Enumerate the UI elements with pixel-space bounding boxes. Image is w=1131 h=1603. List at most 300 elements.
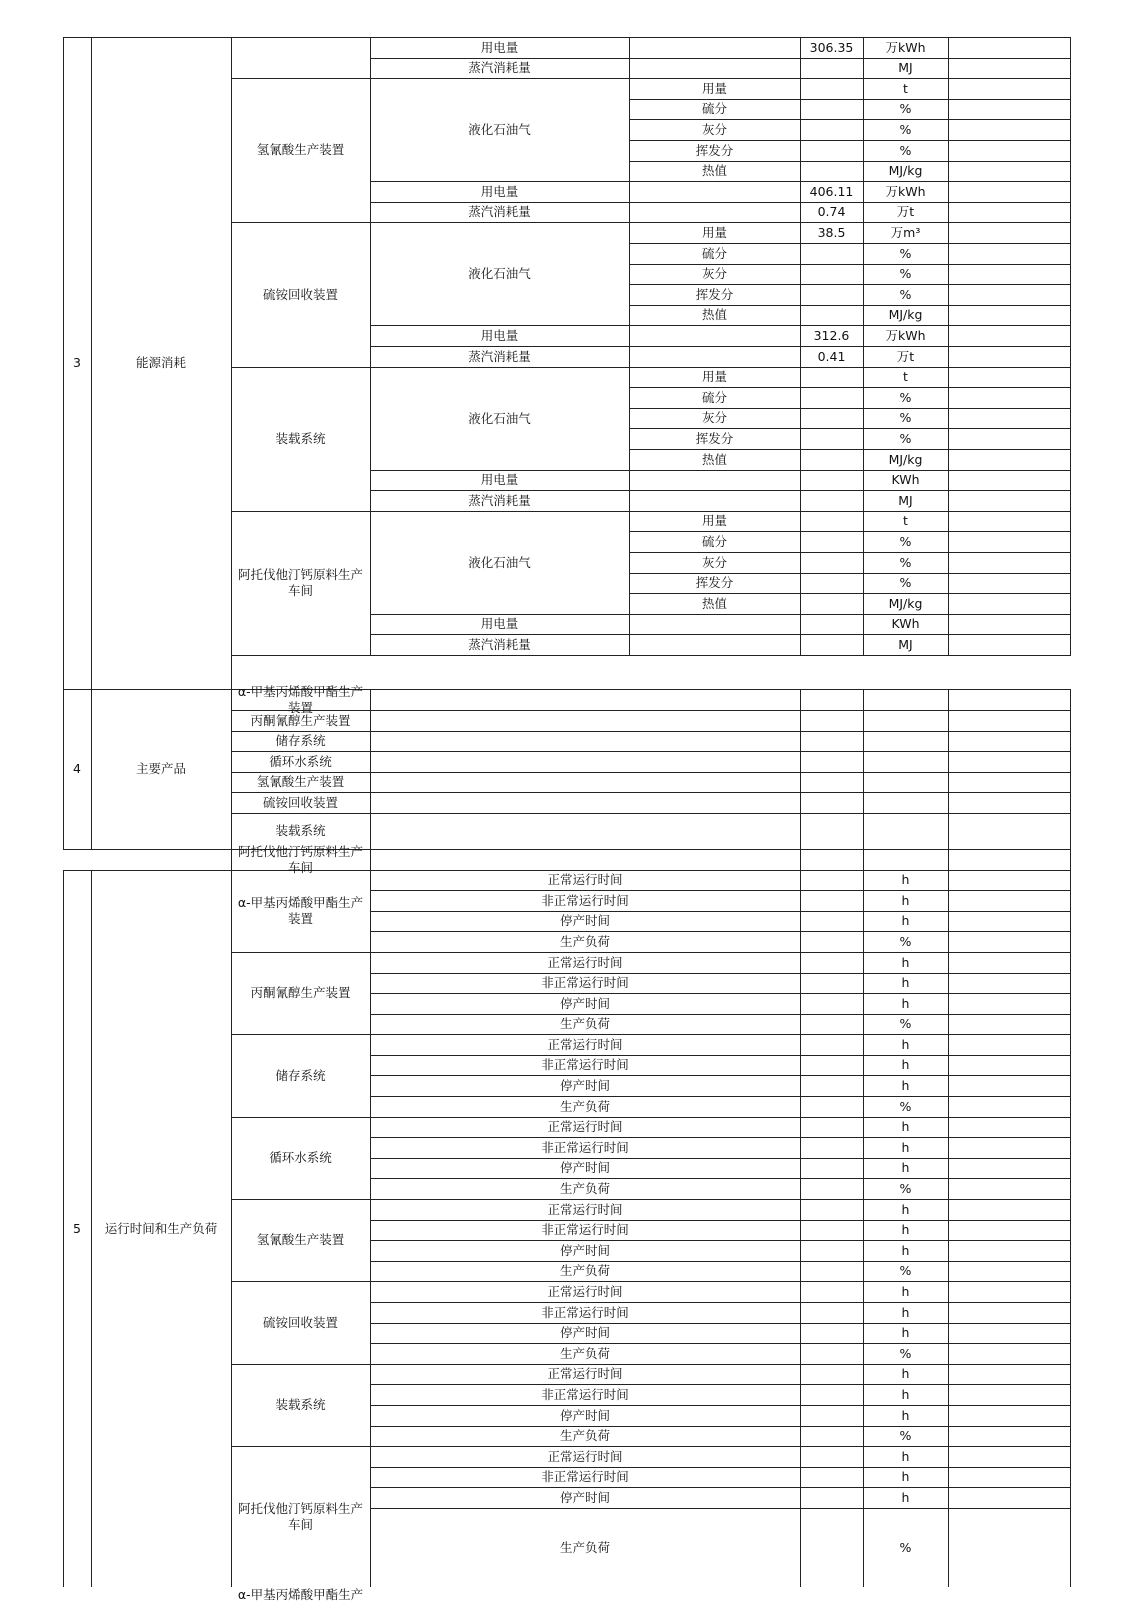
- cell-border: [630, 38, 801, 59]
- cell-border: [949, 326, 1071, 347]
- value-cell: 312.6: [813, 327, 850, 343]
- unit-name: 装载系统: [275, 823, 326, 838]
- time-item-label: 生产负荷: [559, 1539, 610, 1555]
- cell-border: [864, 711, 949, 732]
- unit-cell: %: [899, 430, 912, 446]
- cell-border: [949, 1509, 1071, 1588]
- cell-border: [949, 793, 1071, 814]
- cell-border: [949, 994, 1071, 1015]
- unit-name: 硫铵回收装置: [262, 794, 338, 810]
- cell-border: [801, 368, 864, 388]
- cell-border: [801, 615, 864, 635]
- cell-border: [801, 850, 864, 871]
- cell-border: [864, 752, 949, 773]
- time-item-label: 生产负荷: [559, 1263, 610, 1278]
- unit-cell: %: [899, 245, 912, 261]
- cell-border: [371, 793, 801, 814]
- cell-border: [801, 793, 864, 814]
- cell-border: [801, 1385, 864, 1406]
- unit-name: 硫铵回收装置: [262, 1314, 338, 1330]
- time-item-label: 正常运行时间: [547, 1201, 623, 1217]
- unit-cell: h: [901, 954, 910, 970]
- unit-cell: %: [899, 1539, 912, 1555]
- cell-border: [949, 1324, 1071, 1344]
- cell-border: [630, 347, 801, 368]
- unit-cell: %: [899, 101, 912, 116]
- cell-border: [949, 38, 1071, 59]
- unit-cell: t: [903, 513, 908, 528]
- cell-border: [949, 1406, 1071, 1427]
- cell-border: [949, 594, 1071, 615]
- fuel-property-label: 硫分: [701, 101, 727, 116]
- cell-border: [949, 120, 1071, 141]
- fuel-property-label: 灰分: [701, 410, 727, 425]
- cell-border: [949, 732, 1071, 752]
- time-item-label: 非正常运行时间: [541, 1469, 629, 1484]
- cell-border: [949, 491, 1071, 512]
- cell-border: [949, 974, 1071, 994]
- value-cell: 306.35: [809, 39, 854, 55]
- unit-cell: MJ/kg: [888, 595, 923, 611]
- cell-border: [801, 429, 864, 450]
- time-item-label: 生产负荷: [559, 1345, 610, 1361]
- item-label: 蒸汽消耗量: [468, 492, 531, 508]
- fuel-property-label: 热值: [701, 163, 727, 178]
- time-item-label: 正常运行时间: [547, 1036, 623, 1052]
- unit-name: 储存系统: [275, 1067, 326, 1083]
- cell-border: [801, 409, 864, 429]
- unit-name: 阿托伐他汀钙原料生产 车间: [237, 567, 363, 598]
- unit-cell: 万t: [896, 204, 915, 219]
- cell-border: [949, 932, 1071, 953]
- cell-border: [801, 1427, 864, 1447]
- cell-border: [801, 752, 864, 773]
- unit-cell: %: [899, 933, 912, 949]
- cell-border: [949, 162, 1071, 182]
- time-item-label: 非正常运行时间: [541, 1386, 629, 1402]
- cell-border: [949, 512, 1071, 532]
- time-item-label: 停产时间: [559, 1242, 610, 1258]
- cell-border: [864, 850, 949, 871]
- cell-border: [801, 891, 864, 912]
- cell-border: [949, 773, 1071, 793]
- cell-border: [801, 1365, 864, 1385]
- item-label: 用电量: [480, 183, 519, 199]
- time-item-label: 停产时间: [559, 1407, 610, 1423]
- data-table: [63, 37, 1097, 1602]
- cell-border: [801, 1262, 864, 1282]
- cell-border: [801, 1406, 864, 1427]
- cell-border: [949, 1015, 1071, 1035]
- unit-cell: h: [901, 1077, 910, 1093]
- fuel-property-label: 灰分: [701, 121, 727, 137]
- cell-border: [801, 711, 864, 732]
- item-label: 用电量: [480, 327, 519, 343]
- fuel-property-label: 灰分: [701, 554, 727, 570]
- cell-border: [801, 1179, 864, 1200]
- time-item-label: 生产负荷: [559, 1428, 610, 1443]
- unit-cell: h: [901, 1283, 910, 1299]
- time-item-label: 非正常运行时间: [541, 1222, 629, 1237]
- unit-name: 阿托伐他汀钙原料生产 车间: [237, 843, 363, 875]
- cell-border: [949, 814, 1071, 850]
- cell-border: [801, 1138, 864, 1159]
- cell-border: [801, 1241, 864, 1262]
- unit-name: 硫铵回收装置: [262, 286, 338, 302]
- unit-cell: %: [899, 575, 912, 590]
- time-item-label: 非正常运行时间: [541, 1139, 629, 1155]
- cell-border: [949, 368, 1071, 388]
- unit-cell: h: [901, 1160, 910, 1175]
- unit-name: 氢氰酸生产装置: [256, 142, 345, 157]
- time-item-label: 非正常运行时间: [541, 1057, 629, 1072]
- unit-cell: KWh: [891, 616, 920, 631]
- cell-border: [801, 1488, 864, 1509]
- value-cell: 38.5: [817, 224, 846, 240]
- cell-border: [232, 38, 371, 79]
- time-item-label: 生产负荷: [559, 1098, 610, 1114]
- time-item-label: 正常运行时间: [547, 1366, 623, 1381]
- cell-border: [949, 1076, 1071, 1097]
- unit-name: 丙酮氰醇生产装置: [250, 712, 351, 728]
- cell-border: [949, 752, 1071, 773]
- cell-border: [801, 1056, 864, 1076]
- unit-cell: h: [901, 1386, 910, 1402]
- cell-border: [949, 347, 1071, 368]
- unit-cell: h: [901, 1222, 910, 1237]
- unit-cell: %: [899, 121, 912, 137]
- cell-border: [864, 793, 949, 814]
- cell-border: [630, 182, 801, 203]
- section-category: 运行时间和生产负荷: [104, 1220, 218, 1236]
- item-label: 蒸汽消耗量: [468, 348, 531, 364]
- value-cell: 0.41: [817, 348, 846, 364]
- unit-cell: h: [901, 1366, 910, 1381]
- section-category: 能源消耗: [135, 355, 186, 370]
- unit-cell: %: [899, 266, 912, 281]
- fuel-label: 液化石油气: [468, 121, 531, 137]
- cell-border: [801, 1344, 864, 1365]
- fuel-label: 液化石油气: [468, 410, 531, 426]
- unit-cell: h: [901, 1201, 910, 1217]
- unit-cell: %: [899, 142, 912, 158]
- unit-cell: %: [899, 1016, 912, 1031]
- cell-border: [801, 773, 864, 793]
- time-item-label: 生产负荷: [559, 1016, 610, 1031]
- cell-border: [949, 285, 1071, 306]
- item-label: 用电量: [480, 39, 519, 55]
- cell-border: [949, 141, 1071, 162]
- cell-border: [949, 471, 1071, 491]
- cell-border: [949, 615, 1071, 635]
- fuel-property-label: 用量: [701, 513, 727, 528]
- cell-border: [801, 59, 864, 79]
- cell-border: [864, 690, 949, 711]
- cell-border: [630, 615, 801, 635]
- cell-border: [949, 1365, 1071, 1385]
- item-label: 用电量: [480, 472, 519, 487]
- cell-border: [801, 1159, 864, 1179]
- unit-name: 氢氰酸生产装置: [256, 774, 345, 789]
- cell-border: [801, 1509, 864, 1588]
- cell-border: [801, 491, 864, 512]
- time-item-label: 正常运行时间: [547, 1283, 623, 1299]
- cell-border: [630, 203, 801, 223]
- cell-border: [801, 994, 864, 1015]
- unit-cell: h: [901, 1489, 910, 1505]
- unit-cell: h: [901, 892, 910, 908]
- cell-border: [801, 912, 864, 932]
- cell-border: [949, 1385, 1071, 1406]
- unit-cell: h: [901, 1036, 910, 1052]
- cell-border: [801, 306, 864, 326]
- fuel-property-label: 热值: [701, 451, 727, 467]
- unit-cell: MJ: [898, 60, 913, 75]
- unit-name: 循环水系统: [269, 753, 332, 769]
- fuel-property-label: 硫分: [701, 389, 727, 405]
- cell-border: [949, 871, 1071, 891]
- cell-border: [949, 1221, 1071, 1241]
- time-item-label: 停产时间: [559, 1160, 610, 1175]
- cell-border: [801, 285, 864, 306]
- unit-cell: h: [901, 1119, 910, 1134]
- cell-border: [801, 1015, 864, 1035]
- cell-border: [949, 574, 1071, 594]
- cell-border: [371, 850, 801, 871]
- value-cell: 406.11: [809, 183, 854, 199]
- cell-border: [949, 711, 1071, 732]
- unit-cell: %: [899, 533, 912, 549]
- fuel-property-label: 挥发分: [695, 142, 734, 158]
- cell-border: [801, 1097, 864, 1118]
- unit-cell: h: [901, 1325, 910, 1340]
- unit-cell: h: [901, 1448, 910, 1464]
- cell-border: [949, 891, 1071, 912]
- cell-border: [949, 1097, 1071, 1118]
- cell-border: [371, 690, 801, 711]
- unit-cell: h: [901, 1407, 910, 1423]
- cell-border: [949, 1138, 1071, 1159]
- unit-cell: MJ/kg: [888, 451, 923, 467]
- fuel-property-label: 挥发分: [695, 286, 734, 302]
- unit-cell: %: [899, 1098, 912, 1114]
- fuel-property-label: 用量: [701, 80, 727, 96]
- cell-border: [949, 1262, 1071, 1282]
- cell-border: [801, 553, 864, 574]
- unit-cell: t: [903, 80, 908, 96]
- cell-border: [949, 1179, 1071, 1200]
- cell-border: [949, 1468, 1071, 1488]
- unit-name: α-甲基丙烯酸甲酯生产 装置: [237, 895, 364, 926]
- cell-border: [949, 953, 1071, 974]
- time-item-label: 停产时间: [559, 1489, 610, 1505]
- cell-border: [371, 773, 801, 793]
- fuel-property-label: 硫分: [701, 245, 727, 261]
- cell-border: [801, 1447, 864, 1468]
- cell-border: [801, 1303, 864, 1324]
- cell-border: [801, 1221, 864, 1241]
- cell-border: [949, 244, 1071, 265]
- unit-cell: 万t: [896, 348, 915, 364]
- cell-border: [949, 388, 1071, 409]
- cell-border: [949, 532, 1071, 553]
- fuel-property-label: 用量: [701, 224, 727, 240]
- unit-name: 丙酮氰醇生产装置: [250, 985, 351, 1000]
- fuel-property-label: 用量: [701, 369, 727, 384]
- cell-border: [801, 1200, 864, 1221]
- cell-border: [949, 1344, 1071, 1365]
- cell-border: [949, 223, 1071, 244]
- unit-cell: MJ: [898, 492, 913, 508]
- cell-border: [801, 471, 864, 491]
- time-item-label: 非正常运行时间: [541, 975, 629, 990]
- cell-border: [801, 932, 864, 953]
- cell-border: [949, 59, 1071, 79]
- unit-cell: 万m³: [890, 224, 921, 240]
- cell-border: [801, 141, 864, 162]
- time-item-label: 正常运行时间: [547, 1119, 623, 1134]
- cell-border: [371, 752, 801, 773]
- unit-cell: h: [901, 1304, 910, 1320]
- cell-border: [801, 532, 864, 553]
- time-item-label: 停产时间: [559, 1077, 610, 1093]
- time-item-label: 非正常运行时间: [541, 1304, 629, 1320]
- cell-border: [949, 265, 1071, 285]
- section-number: 5: [73, 1220, 81, 1236]
- item-label: 用电量: [480, 616, 519, 631]
- cell-border: [801, 388, 864, 409]
- unit-cell: %: [899, 389, 912, 405]
- item-label: 蒸汽消耗量: [468, 636, 531, 652]
- unit-name: 阿托伐他汀钙原料生产 车间: [237, 1500, 363, 1532]
- cell-border: [801, 690, 864, 711]
- unit-cell: %: [899, 1345, 912, 1361]
- cell-border: [801, 162, 864, 182]
- unit-cell: %: [899, 410, 912, 425]
- cell-border: [949, 182, 1071, 203]
- section-number: 4: [73, 761, 81, 776]
- cell-border: [949, 553, 1071, 574]
- unit-cell: h: [901, 1057, 910, 1072]
- unit-name: 储存系统: [275, 733, 326, 748]
- fuel-property-label: 热值: [701, 595, 727, 611]
- cell-border: [864, 814, 949, 850]
- unit-cell: h: [901, 872, 910, 887]
- cell-border: [801, 450, 864, 471]
- unit-cell: 万kWh: [885, 39, 926, 55]
- cell-border: [801, 974, 864, 994]
- cell-border: [949, 203, 1071, 223]
- cell-border: [801, 732, 864, 752]
- unit-name: 氢氰酸生产装置: [256, 1232, 345, 1247]
- fuel-property-label: 热值: [701, 307, 727, 322]
- time-item-label: 正常运行时间: [547, 954, 623, 970]
- cell-border: [864, 773, 949, 793]
- time-item-label: 非正常运行时间: [541, 892, 629, 908]
- time-item-label: 生产负荷: [559, 933, 610, 949]
- cell-border: [801, 79, 864, 100]
- section-number: 3: [73, 355, 81, 370]
- time-item-label: 停产时间: [559, 1325, 610, 1340]
- cell-border: [949, 100, 1071, 120]
- unit-cell: h: [901, 1242, 910, 1258]
- cell-border: [801, 1282, 864, 1303]
- fuel-property-label: 挥发分: [695, 575, 734, 590]
- cell-border: [949, 1200, 1071, 1221]
- cell-border: [949, 409, 1071, 429]
- cell-border: [949, 429, 1071, 450]
- cell-border: [949, 79, 1071, 100]
- time-item-label: 生产负荷: [559, 1180, 610, 1196]
- unit-cell: h: [901, 975, 910, 990]
- cell-border: [801, 512, 864, 532]
- unit-cell: %: [899, 1263, 912, 1278]
- cell-border: [801, 814, 864, 850]
- cell-border: [630, 471, 801, 491]
- item-label: 蒸汽消耗量: [468, 60, 531, 75]
- item-label: 蒸汽消耗量: [468, 204, 531, 219]
- unit-cell: h: [901, 995, 910, 1011]
- cell-border: [949, 1241, 1071, 1262]
- cell-border: [801, 1035, 864, 1056]
- cell-border: [630, 59, 801, 79]
- unit-cell: h: [901, 1469, 910, 1484]
- cell-border: [949, 1282, 1071, 1303]
- cell-border: [949, 306, 1071, 326]
- unit-name: α-甲基丙烯酸甲酯生产: [237, 1587, 364, 1602]
- unit-cell: %: [899, 1180, 912, 1196]
- cell-border: [371, 814, 801, 850]
- cell-border: [949, 1035, 1071, 1056]
- cell-border: [949, 912, 1071, 932]
- cell-border: [801, 1076, 864, 1097]
- cell-border: [949, 690, 1071, 711]
- cell-border: [371, 711, 801, 732]
- cell-border: [371, 732, 801, 752]
- unit-cell: %: [899, 286, 912, 302]
- unit-name: α-甲基丙烯酸甲酯生产 装置: [237, 683, 364, 715]
- cell-border: [801, 244, 864, 265]
- cell-border: [949, 1447, 1071, 1468]
- section-category: 主要产品: [135, 761, 186, 776]
- unit-cell: %: [899, 1428, 912, 1443]
- cell-border: [801, 871, 864, 891]
- fuel-property-label: 灰分: [701, 266, 727, 281]
- time-item-label: 正常运行时间: [547, 1448, 623, 1464]
- cell-border: [949, 1488, 1071, 1509]
- cell-border: [630, 635, 801, 656]
- unit-name: 装载系统: [275, 431, 326, 446]
- cell-border: [801, 1468, 864, 1488]
- unit-name: 装载系统: [275, 1397, 326, 1412]
- unit-cell: t: [903, 369, 908, 384]
- cell-border: [630, 326, 801, 347]
- cell-border: [801, 100, 864, 120]
- cell-border: [801, 594, 864, 615]
- time-item-label: 停产时间: [559, 913, 610, 928]
- unit-cell: MJ: [898, 636, 913, 652]
- fuel-label: 液化石油气: [468, 265, 531, 281]
- unit-cell: 万kWh: [885, 327, 926, 343]
- fuel-property-label: 硫分: [701, 533, 727, 549]
- unit-name: 循环水系统: [269, 1150, 332, 1165]
- unit-cell: h: [901, 913, 910, 928]
- unit-cell: %: [899, 554, 912, 570]
- fuel-label: 液化石油气: [468, 554, 531, 570]
- time-item-label: 正常运行时间: [547, 872, 623, 887]
- cell-border: [949, 850, 1071, 871]
- cell-border: [801, 1324, 864, 1344]
